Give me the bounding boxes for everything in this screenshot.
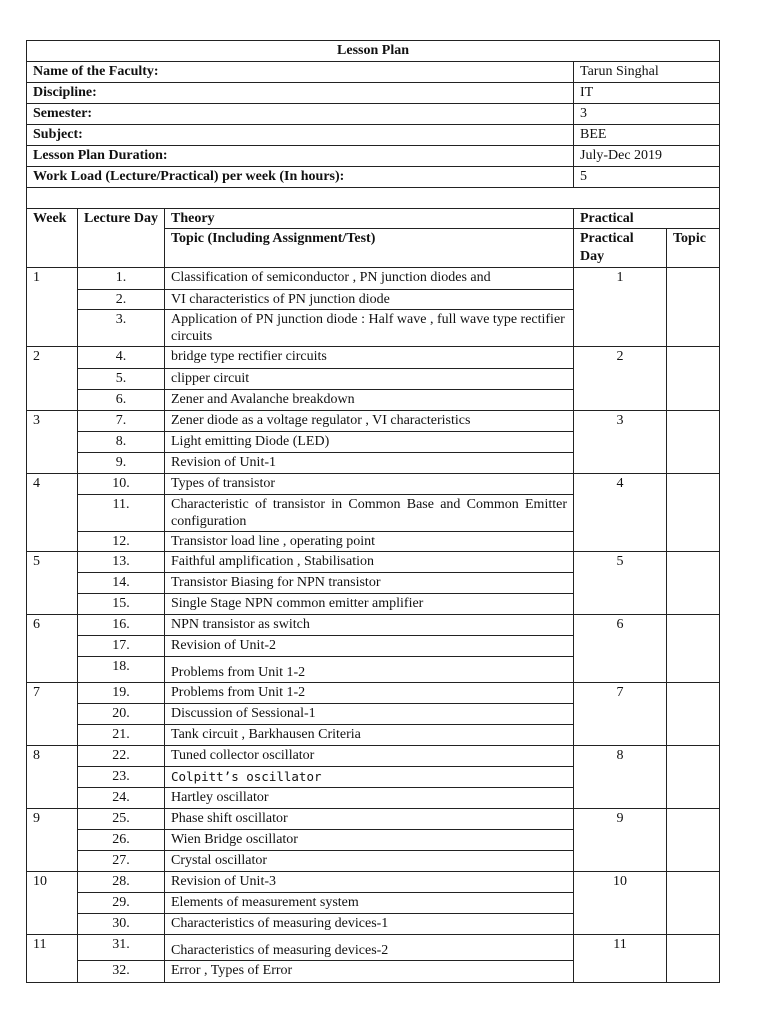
- lecture-day: 15.: [78, 594, 165, 615]
- week-number: 7: [27, 683, 78, 746]
- lecture-topic: Wien Bridge oscillator: [165, 830, 574, 851]
- lecture-topic: Transistor load line , operating point: [165, 532, 574, 552]
- lecture-row: [27, 474, 720, 495]
- lecture-row: [27, 411, 720, 432]
- week-number: 8: [27, 746, 78, 809]
- practical-topic: [667, 552, 720, 615]
- lecture-day: 8.: [78, 432, 165, 453]
- lecture-row: [27, 683, 720, 704]
- lecture-day: 32.: [78, 961, 165, 983]
- info-value: BEE: [574, 125, 720, 146]
- lecture-topic: Transistor Biasing for NPN transistor: [165, 573, 574, 594]
- lecture-topic: clipper circuit: [165, 369, 574, 390]
- lecture-topic: Characteristics of measuring devices-1: [165, 914, 574, 935]
- lecture-row: [27, 935, 720, 961]
- lecture-day: 9.: [78, 453, 165, 474]
- week-number: 11: [27, 935, 78, 983]
- lecture-day: 10.: [78, 474, 165, 495]
- info-row-subject: [27, 125, 720, 146]
- lecture-topic: Problems from Unit 1-2: [165, 657, 574, 683]
- lecture-topic: Characteristics of measuring devices-2: [165, 935, 574, 961]
- lecture-topic: Problems from Unit 1-2: [165, 683, 574, 704]
- lecture-topic: Discussion of Sessional-1: [165, 704, 574, 725]
- lecture-day: 4.: [78, 347, 165, 369]
- lecture-day: 12.: [78, 532, 165, 552]
- info-row-faculty: [27, 62, 720, 83]
- week-number: 10: [27, 872, 78, 935]
- practical-day: 2: [574, 347, 667, 411]
- week-number: 5: [27, 552, 78, 615]
- info-label: Semester:: [27, 104, 574, 125]
- info-label: Subject:: [27, 125, 574, 146]
- practical-topic: [667, 615, 720, 683]
- header-practical-day: Practical Day: [574, 229, 667, 268]
- lecture-day: 26.: [78, 830, 165, 851]
- lecture-topic: Tuned collector oscillator: [165, 746, 574, 767]
- header-lecture-day: Lecture Day: [78, 209, 165, 268]
- header-topic: Topic (Including Assignment/Test): [165, 229, 574, 268]
- info-value: 3: [574, 104, 720, 125]
- lecture-day: 19.: [78, 683, 165, 704]
- practical-topic: [667, 474, 720, 552]
- lecture-day: 14.: [78, 573, 165, 594]
- lecture-topic: Single Stage NPN common emitter amplifier: [165, 594, 574, 615]
- lecture-row: [27, 268, 720, 290]
- lecture-row: [27, 347, 720, 369]
- lecture-topic: Revision of Unit-3: [165, 872, 574, 893]
- lesson-plan-document: [26, 40, 719, 983]
- lecture-topic: Zener diode as a voltage regulator , VI characteristics: [165, 411, 574, 432]
- practical-topic: [667, 935, 720, 983]
- lecture-day: 16.: [78, 615, 165, 636]
- info-value: IT: [574, 83, 720, 104]
- practical-day: 8: [574, 746, 667, 809]
- lecture-day: 6.: [78, 390, 165, 411]
- lecture-day: 3.: [78, 310, 165, 347]
- info-value: Tarun Singhal: [574, 62, 720, 83]
- lecture-topic: Zener and Avalanche breakdown: [165, 390, 574, 411]
- lecture-day: 11.: [78, 495, 165, 532]
- week-number: 1: [27, 268, 78, 347]
- lecture-day: 29.: [78, 893, 165, 914]
- lecture-row: [27, 615, 720, 636]
- lecture-day: 17.: [78, 636, 165, 657]
- lecture-topic: Crystal oscillator: [165, 851, 574, 872]
- document-title: Lesson Plan: [27, 41, 720, 62]
- practical-day: 3: [574, 411, 667, 474]
- week-number: 4: [27, 474, 78, 552]
- info-row-workload: [27, 167, 720, 188]
- header-practical-topic: Topic: [667, 229, 720, 268]
- practical-day: 1: [574, 268, 667, 347]
- lecture-day: 22.: [78, 746, 165, 767]
- lecture-topic: Hartley oscillator: [165, 788, 574, 809]
- practical-topic: [667, 746, 720, 809]
- info-label: Lesson Plan Duration:: [27, 146, 574, 167]
- lecture-day: 18.: [78, 657, 165, 683]
- header-row-1: [27, 209, 720, 229]
- info-row-duration: [27, 146, 720, 167]
- lecture-row: [27, 552, 720, 573]
- info-value: July-Dec 2019: [574, 146, 720, 167]
- spacer-cell: [27, 188, 720, 209]
- lesson-plan-table: [26, 40, 720, 983]
- lecture-topic: Colpitt’s oscillator: [165, 767, 574, 788]
- info-value: 5: [574, 167, 720, 188]
- lecture-row: [27, 746, 720, 767]
- lecture-topic: Error , Types of Error: [165, 961, 574, 983]
- lecture-day: 24.: [78, 788, 165, 809]
- lecture-day: 2.: [78, 290, 165, 310]
- practical-topic: [667, 809, 720, 872]
- header-theory: Theory: [165, 209, 574, 229]
- lecture-row: [27, 809, 720, 830]
- lecture-topic: Classification of semiconductor , PN junction diodes and: [165, 268, 574, 290]
- lecture-day: 25.: [78, 809, 165, 830]
- lecture-topic: Light emitting Diode (LED): [165, 432, 574, 453]
- week-number: 2: [27, 347, 78, 411]
- header-practical: Practical: [574, 209, 720, 229]
- lecture-topic: Faithful amplification , Stabilisation: [165, 552, 574, 573]
- lecture-day: 27.: [78, 851, 165, 872]
- lecture-topic: Tank circuit , Barkhausen Criteria: [165, 725, 574, 746]
- lecture-day: 20.: [78, 704, 165, 725]
- lecture-topic: Characteristic of transistor in Common Base and Common Emitter configuration: [165, 495, 574, 532]
- practical-day: 10: [574, 872, 667, 935]
- practical-day: 9: [574, 809, 667, 872]
- practical-topic: [667, 683, 720, 746]
- lecture-topic: Application of PN junction diode : Half wave , full wave type rectifier circuits: [165, 310, 574, 347]
- lecture-day: 31.: [78, 935, 165, 961]
- practical-day: 11: [574, 935, 667, 983]
- spacer-row: [27, 188, 720, 209]
- lecture-topic: Revision of Unit-2: [165, 636, 574, 657]
- practical-topic: [667, 411, 720, 474]
- practical-topic: [667, 872, 720, 935]
- lecture-topic: bridge type rectifier circuits: [165, 347, 574, 369]
- lecture-day: 7.: [78, 411, 165, 432]
- header-week: Week: [27, 209, 78, 268]
- info-label: Discipline:: [27, 83, 574, 104]
- lecture-day: 28.: [78, 872, 165, 893]
- lecture-day: 13.: [78, 552, 165, 573]
- practical-day: 5: [574, 552, 667, 615]
- week-number: 6: [27, 615, 78, 683]
- lecture-day: 21.: [78, 725, 165, 746]
- practical-day: 7: [574, 683, 667, 746]
- lecture-day: 30.: [78, 914, 165, 935]
- lecture-topic: NPN transistor as switch: [165, 615, 574, 636]
- practical-day: 4: [574, 474, 667, 552]
- practical-topic: [667, 347, 720, 411]
- practical-day: 6: [574, 615, 667, 683]
- week-number: 9: [27, 809, 78, 872]
- lecture-day: 23.: [78, 767, 165, 788]
- week-number: 3: [27, 411, 78, 474]
- lecture-topic: VI characteristics of PN junction diode: [165, 290, 574, 310]
- lecture-topic: Phase shift oscillator: [165, 809, 574, 830]
- info-label: Name of the Faculty:: [27, 62, 574, 83]
- title-row: [27, 41, 720, 62]
- lecture-day: 5.: [78, 369, 165, 390]
- info-label: Work Load (Lecture/Practical) per week (In hours):: [27, 167, 574, 188]
- lecture-row: [27, 872, 720, 893]
- info-row-discipline: [27, 83, 720, 104]
- info-row-semester: [27, 104, 720, 125]
- lecture-day: 1.: [78, 268, 165, 290]
- practical-topic: [667, 268, 720, 347]
- lecture-topic: Elements of measurement system: [165, 893, 574, 914]
- lecture-topic: Revision of Unit-1: [165, 453, 574, 474]
- lecture-topic: Types of transistor: [165, 474, 574, 495]
